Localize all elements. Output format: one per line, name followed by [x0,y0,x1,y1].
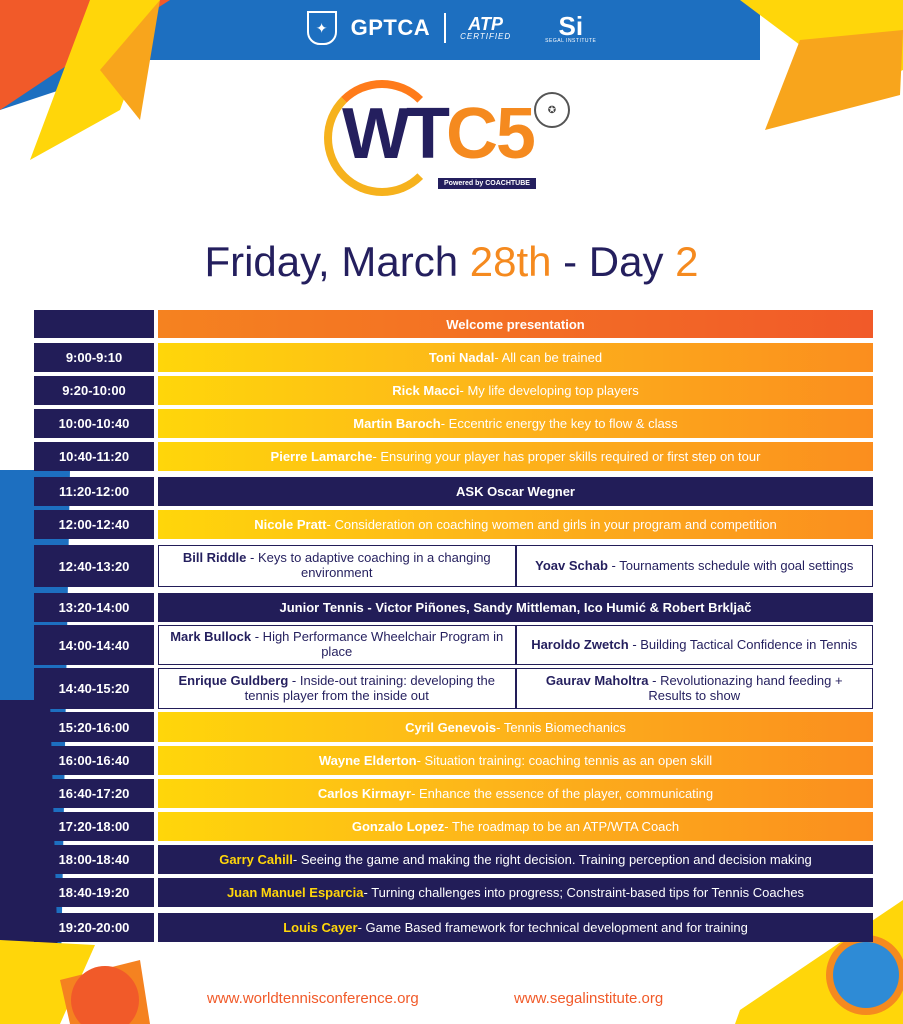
session-cell: ASK Oscar Wegner [158,477,873,506]
speaker-name: Gaurav Maholtra [545,672,649,688]
session-cell [158,712,873,742]
time-cell [34,310,154,338]
session-cell-b [516,625,874,665]
time-cell: 11:20-12:00 [34,477,154,506]
parallel-sessions [158,625,873,665]
speaker-name: Cyril Genevois [405,719,497,735]
powered-by-label: Powered by COACHTUBE [438,178,536,189]
logo-divider [444,13,446,43]
atp-sub-label: CERTIFIED [460,32,512,41]
time-cell: 9:20-10:00 [34,376,154,405]
session-topic: - Ensuring your player has proper skills required or first step on tour [372,449,761,464]
time-cell: 12:00-12:40 [34,510,154,539]
page-title [0,238,903,286]
si-label: Si [558,10,584,41]
schedule-row [34,913,873,942]
session-cell [158,779,873,808]
wtc-c5: C5 [445,94,534,174]
schedule-row [34,812,873,841]
speaker-name: Garry Cahill [219,852,293,867]
speaker-name: Rick Macci [392,383,460,398]
speaker-name: Toni Nadal [428,350,495,365]
speaker-name: Haroldo Zwetch [531,636,629,652]
title-part2: - Day [551,238,676,285]
session-cell-a [158,545,516,587]
title-date: 28th [469,238,552,285]
gptca-shield-icon: ✦ [307,11,337,45]
schedule-row [34,712,873,742]
speaker-name: Yoav Schab [535,557,608,573]
session-topic: - Game Based framework for technical development and for training [357,920,748,935]
session-cell [158,343,873,372]
session-topic: - The roadmap to be an ATP/WTA Coach [444,819,680,834]
speaker-name: Martin Baroch [353,416,441,431]
session-cell [158,913,873,942]
session-topic: - Consideration on coaching women and girls in your program and competition [326,517,777,532]
time-cell: 14:00-14:40 [34,625,154,665]
title-day: 2 [675,238,699,285]
schedule-row [34,477,873,506]
speaker-name: Bill Riddle [182,550,247,566]
time-cell: 14:40-15:20 [34,668,154,709]
session-cell-a [158,625,516,665]
speaker-name: Louis Cayer [283,920,358,935]
website-link-segal[interactable]: www.segalinstitute.org [514,990,664,1007]
session-topic: - Tournaments schedule with goal settings [607,557,854,573]
session-cell [158,442,873,471]
session-topic: - Tennis Biomechanics [496,719,626,735]
session-topic: - Enhance the essence of the player, communicating [411,786,714,801]
session-cell-a [158,668,516,709]
schedule-row [34,845,873,874]
session-cell [158,510,873,539]
speaker-name: Gonzalo Lopez [351,819,445,834]
session-topic: - Situation training: coaching tennis as an open skill [416,753,713,768]
session-topic: - Building Tactical Confidence in Tennis [628,636,858,652]
session-cell-b [516,545,874,587]
time-cell: 18:00-18:40 [34,845,154,874]
session-topic: - Turning challenges into progress; Constraint-based tips for Tennis Coaches [363,885,805,900]
atp-label: ATP [468,14,503,34]
schedule-row-welcome [34,310,873,338]
schedule-row [34,593,873,622]
session-cell [158,878,873,907]
segal-institute-logo [545,10,597,44]
session-topic: - My life developing top players [459,383,639,398]
schedule-row [34,746,873,775]
session-cell [158,746,873,775]
speaker-name: Enrique Guldberg [178,672,289,688]
speaker-name: Mark Bullock [170,629,252,645]
speaker-name: Pierre Lamarche [270,449,373,464]
schedule-row [34,376,873,405]
schedule-row [34,779,873,808]
schedule-row-split [34,668,873,709]
seal-icon: ✪ [534,92,570,128]
welcome-cell: Welcome presentation [158,310,873,338]
time-cell: 19:20-20:00 [34,913,154,942]
session-topic: - Inside-out training: developing the tennis player from the inside out [244,672,495,703]
time-cell: 16:00-16:40 [34,746,154,775]
schedule-row [34,442,873,471]
session-cell [158,409,873,438]
time-cell: 12:40-13:20 [34,545,154,587]
gptca-logo-text: GPTCA [350,15,431,40]
time-cell: 17:20-18:00 [34,812,154,841]
wtc-wt: WT [342,94,446,174]
session-topic: - Revolutionazing hand feeding + Results to show [648,672,843,703]
schedule-row-split [34,545,873,587]
speaker-name: Nicole Pratt [254,517,327,532]
session-cell-b [516,668,874,709]
time-cell: 16:40-17:20 [34,779,154,808]
wtc5-logo [320,76,580,206]
time-cell: 13:20-14:00 [34,593,154,622]
schedule-row [34,343,873,372]
schedule-row-split [34,625,873,665]
title-part1: Friday, March [204,238,470,285]
parallel-sessions [158,545,873,587]
session-topic: - Seeing the game and making the right decision. Training perception and decision making [292,852,812,867]
session-cell [158,845,873,874]
time-cell: 10:40-11:20 [34,442,154,471]
schedule-row [34,510,873,539]
time-cell: 9:00-9:10 [34,343,154,372]
atp-certified-logo [460,15,511,41]
time-cell: 10:00-10:40 [34,409,154,438]
header-logos [0,8,903,48]
session-topic: - High Performance Wheelchair Program in place [251,629,504,659]
session-cell [158,376,873,405]
time-cell: 18:40-19:20 [34,878,154,907]
speaker-name: Wayne Elderton [318,753,417,768]
time-cell: 15:20-16:00 [34,712,154,742]
speaker-name: Juan Manuel Esparcia [226,885,364,900]
speaker-name: Carlos Kirmayr [317,786,412,801]
session-cell: Junior Tennis - Victor Piñones, Sandy Mittleman, Ico Humić & Robert Brkljač [158,593,873,622]
website-link-wtc[interactable]: www.worldtennisconference.org [207,990,419,1007]
session-topic: - All can be trained [494,350,603,365]
parallel-sessions [158,668,873,709]
schedule-row [34,878,873,907]
session-topic: - Eccentric energy the key to flow & class [440,416,678,431]
schedule-row [34,409,873,438]
si-sub-label: SEGAL INSTITUTE [545,37,597,44]
session-topic: - Keys to adaptive coaching in a changing environment [246,550,491,580]
session-cell [158,812,873,841]
wtc-wordmark [342,94,534,174]
